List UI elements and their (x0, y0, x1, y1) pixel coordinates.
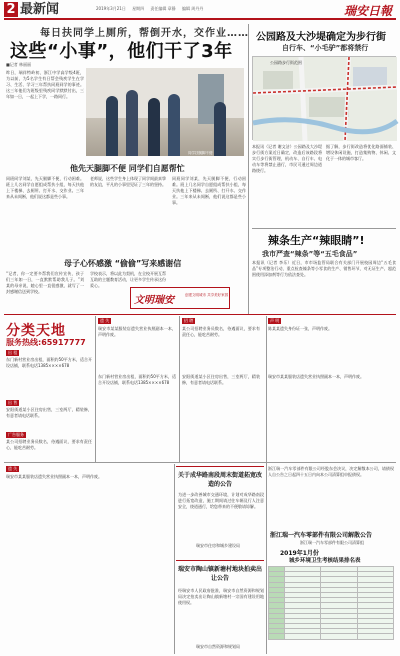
walkstreet-title: 公园路及大沙堤确定为步行街 (256, 32, 386, 43)
listing-column-3: 安阳街道某小区住房出售，三室两厅，精装修，有意者请电话联系。 (182, 374, 260, 385)
dissolve-sign: 浙江瑞一汽车零部件有限公司清算组 (300, 540, 364, 545)
table-cell (321, 634, 357, 639)
table-cell (357, 634, 393, 639)
column-divider (248, 24, 249, 314)
notice-divider (4, 462, 396, 463)
recruit-notice: 某公司招聘业务员数名，待遇面议，要求有责任心，能吃苦耐劳。 (182, 326, 260, 337)
issue-date: 2019年3月21日 (96, 6, 126, 11)
tag-recruit: 招 聘 (184, 318, 194, 323)
map-graphic (253, 57, 397, 141)
editor: 责任编辑 章静 (150, 6, 176, 11)
tag-rent: 出 租 (8, 350, 18, 355)
issue-weekday: 星期四 (132, 6, 145, 11)
mother-body: “记者，你一定要多帮我们宣传宣传，孩子们三年如一日，一直默默帮助我儿子。”刘某的母亲说，她心里一直很感激，就写了一封感谢信送到学校。 (6, 271, 84, 294)
tag-statement: 声 明 (270, 318, 280, 323)
lead-photo (86, 68, 244, 156)
help-body-2: 老师说，这些学生身上体现了同学间最真挚的友谊，平凡的小事里见证了三年的坚持。 (90, 176, 166, 187)
page-number: 2 (4, 2, 18, 17)
ranking-table-title: 2019年1月份 (280, 550, 319, 557)
classified-divider (4, 314, 396, 315)
classified-phone: 服务热线:65917777 (6, 338, 86, 347)
lead-body: 昨日，瑞祥特岭初、浙江中学高学级4班，为以前，为5名学生有日帮会残疾学生在学习、生活、学习三年帮扶同班同学的事迹。这三年他们为班级里残疾同学默默付出，三年如一日，一起上下学，一路同行。 (6, 70, 84, 99)
spicy-title: 辣条生产“辣眼睛”! (268, 234, 365, 247)
header-meta (96, 6, 208, 12)
notice-road-sign: 瑞安市住房和城乡建设局 (196, 543, 240, 548)
walkstreet-body-2: 据了解，步行街改造将优化路面铺装、增设休闲设施，打造集购物、休闲、文化于一体的城市客厅。 (326, 144, 396, 161)
photo-caption: 同学扶腿脚不便 (188, 151, 213, 155)
walkstreet-subtitle: 自行车、“小毛驴”都将禁行 (282, 44, 369, 52)
help-body: 同班同学刘某，先天腿脚不便，行动困难。班上几名同学自愿组成帮扶小组，每天扶他上下楼梯、去厕所、打开水、交作业。三年来从未间断，他们说这都是些小事。 (6, 176, 84, 199)
tag-sale: 出 售 (8, 400, 18, 405)
section-title: 最新闻 (20, 2, 60, 17)
section-divider (252, 228, 396, 229)
classified-title: 分类天地 (6, 323, 66, 339)
dissolve-title: 浙江瑞一汽车零部件有限公司解散公告 (270, 532, 373, 539)
photo-person (148, 98, 160, 156)
table-cell (269, 634, 285, 639)
mother-body-2: 学校表示，将以此为契机，在全校开展互帮互助的主题教育活动，让更多学生传承这份爱心。 (90, 271, 166, 288)
proofreader: 编辑 周丹丹 (181, 6, 204, 11)
notice-land-title: 瑞安市陶山镇新塘村地块拍卖出让公告 (177, 566, 262, 582)
lead-byline: ■记者 林丽丽 (6, 62, 32, 67)
tag-lost: 遗 失 (100, 318, 110, 323)
photo-person (106, 96, 118, 156)
photo-person (168, 94, 180, 156)
photo-person (126, 90, 138, 156)
listing-rent: 东门新村营业房出租，面积约50平方米，适合开设店铺，联系电话1385××××678 (6, 357, 92, 368)
notice-road-title: 关于成华路南段周末街道拓宽改造的公告 (177, 472, 262, 488)
listing-column-2: 东门新村营业房出租，面积约50平方米，适合开设店铺，联系电话1385××××678 (98, 374, 176, 385)
column-divider (95, 316, 96, 462)
notice-land-body: 经瑞安市人民政府批准，瑞安市自然资源和规划局决定拍卖出让陶山镇新塘村一宗国有建设用地使用权。 (178, 588, 264, 605)
table-cell (285, 634, 321, 639)
ranking-table (268, 566, 394, 640)
mother-section-title: 母子心怀感激 “偷偷”写来感谢信 (64, 259, 182, 268)
lost-notice-2: 陈某某遗失身份证一张，声明作废。 (268, 326, 332, 331)
notice-land-sign: 瑞安市自然资源和规划局 (196, 644, 240, 649)
listing-sale: 安阳街道某小区住房出售，三室两厅，精装修，有意者请电话联系。 (6, 407, 92, 418)
column-divider (179, 316, 180, 462)
spicy-subtitle: 我市严查“辣条”等“五毛食品” (262, 250, 358, 258)
photo-person (214, 102, 226, 156)
walkstreet-body: 本报讯（记者 谢文洁）公园路及大沙堤步行街方案近日确定，改造后该路段将实行步行街管理，机动车、自行车、电动车等将禁止通行，市民可通过周边道路绕行。 (252, 144, 322, 173)
tag-ads: 广告服务 (8, 432, 24, 437)
header-rule (4, 18, 396, 20)
listing-ads: 某公司招聘业务员数名，待遇面议，要求有责任心，能吃苦耐劳。 (6, 439, 92, 450)
listing-column-4: 瑞安市某某服装店遗失营业执照副本一本，声明作废。 (268, 374, 364, 379)
newspaper-logo: 瑞安日報 (343, 4, 392, 18)
civilized-label: 文明瑞安 (134, 295, 174, 306)
help-section-title: 他先天腿脚不便 同学们自愿帮忙 (70, 164, 185, 173)
walkstreet-map (252, 56, 396, 140)
notice-road-body: 为进一步改善城市交通环境，计划对成华路南段进行拓宽改造，施工期间请过往车辆及行人注意安全，绕道通行，给您带来的不便敬请谅解。 (178, 492, 264, 509)
tag-lost-2: 遗 失 (8, 466, 18, 471)
lost-column: 瑞安市某某服装店遗失营业执照副本一本，声明作废。 (6, 474, 102, 479)
page-header (4, 2, 396, 18)
lost-notice-1: 瑞安市某某服装店遗失营业执照副本一本，声明作废。 (98, 326, 176, 337)
column-divider (266, 316, 267, 654)
civilized-box (130, 287, 230, 309)
civilized-slogan: 创建文明城市 共享美好家园 (185, 293, 229, 297)
lead-subtitle: 每日扶同学上厕所，帮倒开水，交作业…… (40, 28, 249, 39)
lead-title: 这些“小事”，他们干了3年 (10, 41, 233, 62)
spicy-body: 本报讯（记者 李乐）近日，市市场监管局联合有关部门开展校园周边“五毛食品”专项整治行动，重点检查辣条等小零食的生产、销售环节，对无证生产、超范围使用添加剂等行为依法查处。 (252, 260, 396, 277)
help-body-3: 同班同学刘某，先天腿脚不便，行动困难。班上几名同学自愿组成帮扶小组，每天扶他上下楼梯、去厕所、打开水、交作业。三年来从未间断，他们说这都是些小事。 (172, 176, 246, 205)
column-divider (174, 464, 175, 654)
ranking-table-subtitle: 城乡环境卫生考核结果排名表 (289, 558, 361, 564)
table-row (269, 634, 394, 639)
map-caption: 公园路步行街范围 (270, 60, 302, 65)
dissolve-body: 浙江瑞一汽车零部件有限公司经股东会决议，决定解散本公司，请债权人自公告之日起四十五日内向本公司清算组申报债权。 (268, 466, 394, 477)
